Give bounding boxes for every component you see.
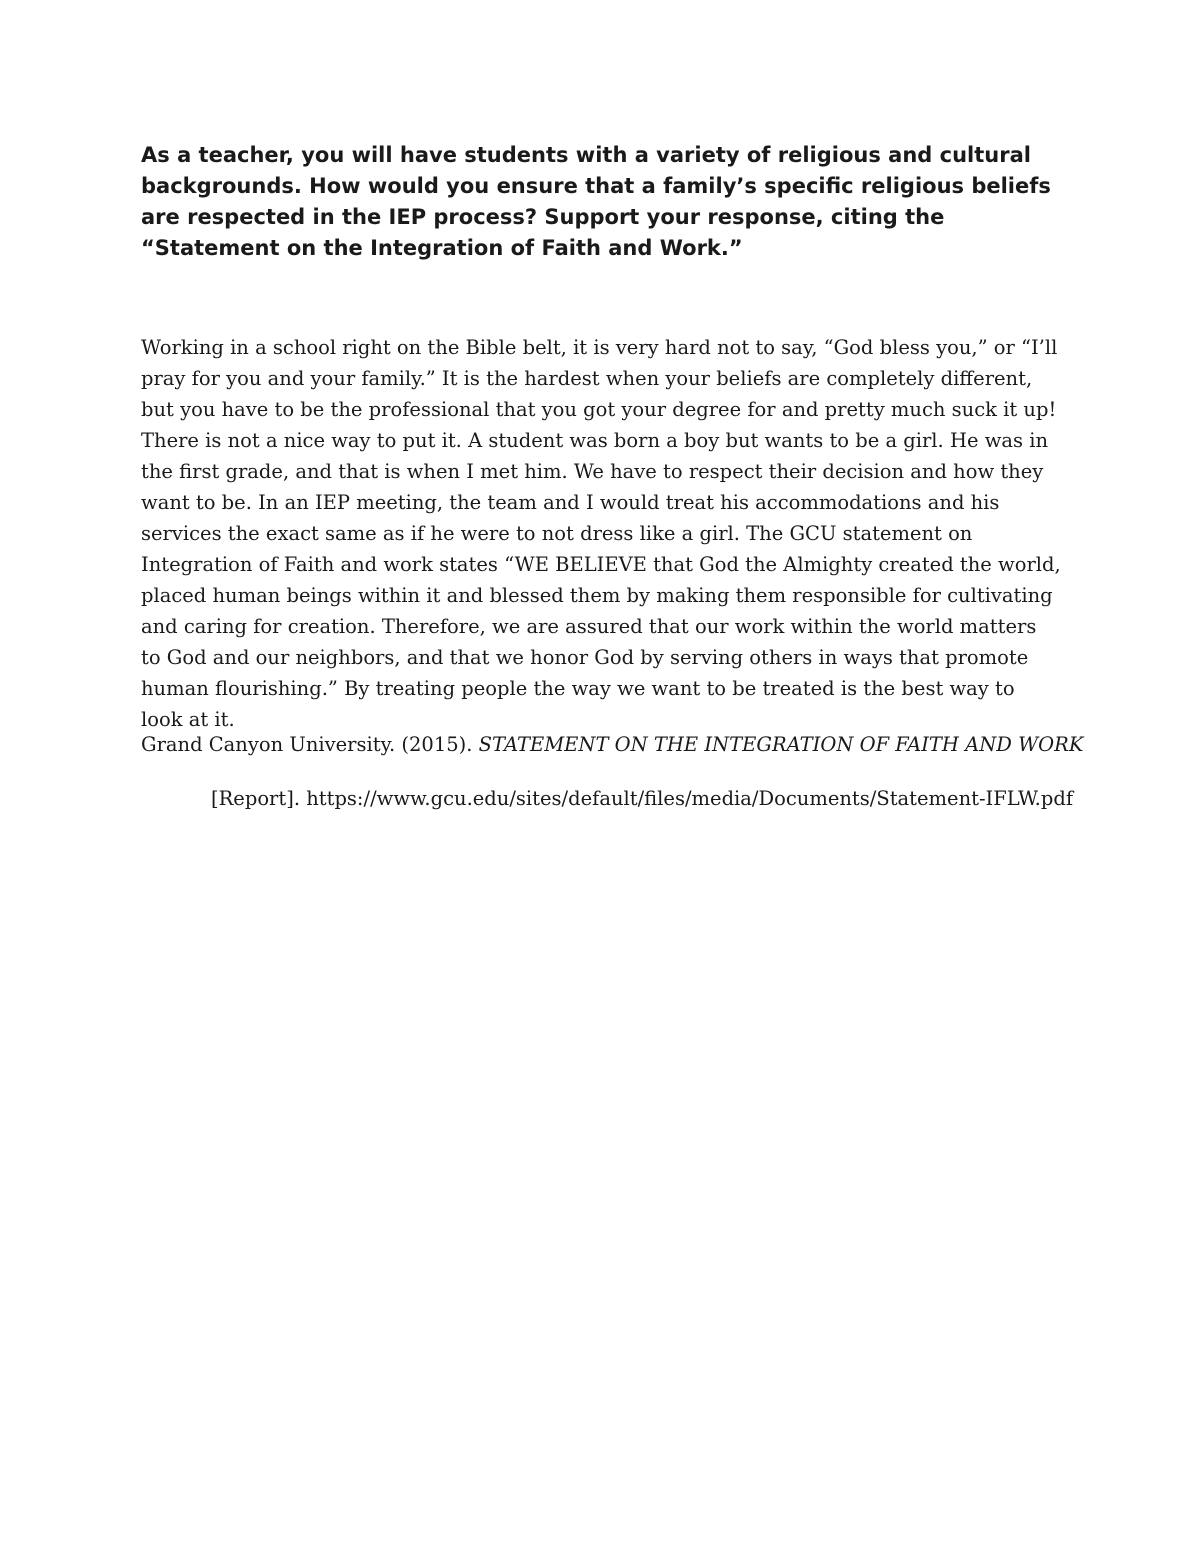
reference-author-year: Grand Canyon University. (2015).	[141, 733, 479, 756]
reference-citation	[141, 718, 1131, 826]
answer-paragraph: Working in a school right on the Bible belt, it is very hard not to say, “God bless you,” or “I’ll pray for you and your family.” It is the hardest when your beliefs are completely different, but you have to be the professional that you got your degree for and pretty much suck it up! There is not a nice way to put it. A student was born a boy but wants to be a girl. He was in the first grade, and that is when I met him. We have to respect their decision and how they want to be. In an IEP meeting, the team and I would treat his accommodations and his services the exact same as if he were to not dress like a girl. The GCU statement on Integration of Faith and work states “WE BELIEVE that God the Almighty created the world, placed human beings within it and blessed them by making them responsible for cultivating and caring for creation. Therefore, we are assured that our work within the world matters to God and our neighbors, and that we honor God by serving others in ways that promote human flourishing.” By treating people the way we want to be treated is the best way to look at it.	[141, 336, 1061, 731]
question-prompt: As a teacher, you will have students with a variety of religious and cultural backgrounds. How would you ensure that a family’s specific religious beliefs are respected in the IEP process? Support your response, citing the “Statement on the Integration of Faith and Work.”	[141, 143, 1051, 260]
reference-details: [Report]. https://www.gcu.edu/sites/default/files/media/Documents/Statement-IFLW.pdf	[211, 787, 1074, 810]
reference-title: STATEMENT ON THE INTEGRATION OF FAITH AND WORK	[478, 733, 1084, 756]
